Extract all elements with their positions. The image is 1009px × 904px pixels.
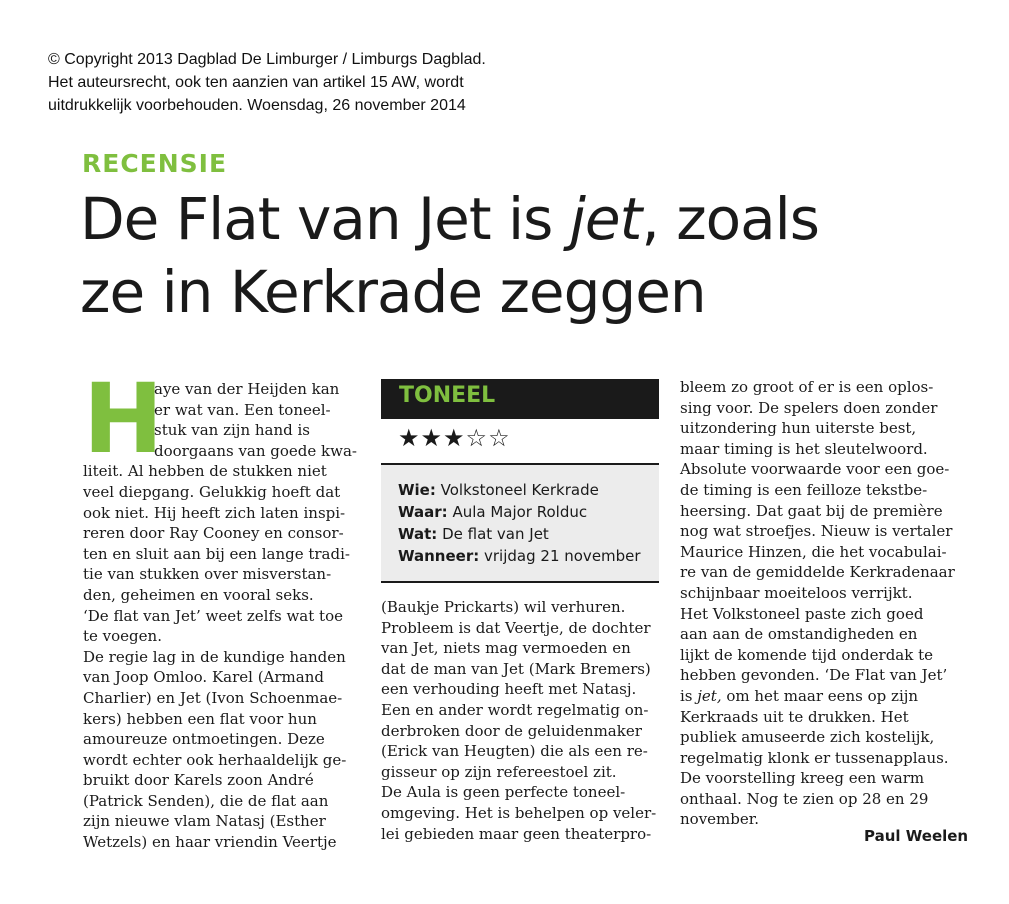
infobox-label: Wat: [398,525,438,543]
text-line: (Baukje Prickarts) wil verhuren. [381,598,626,616]
copyright-line: © Copyright 2013 Dagblad De Limburger / Limburgs Dagblad. [48,51,486,68]
text-line: heersing. Dat gaat bij de première [680,501,943,520]
text-line: Maurice Hinzen, die het vocabulai- [680,542,947,561]
headline-part: , zoals [641,185,820,253]
infobox-row [398,479,641,501]
text-line: Wetzels) en haar vriendin Veertje [83,833,337,852]
text-line: De regie lag in de kundige handen [83,647,346,666]
article-column-2 [381,597,661,844]
copyright-notice [48,48,608,117]
text-line: van Jet, niets mag vermoeden en [381,639,631,658]
headline-line-1 [80,183,980,256]
text-line: ook niet. Hij heeft zich laten inspi- [83,503,346,522]
text-line: aan aan de omstandigheden en [680,625,918,644]
infobox-rows [398,479,641,567]
text-line: gisseur op zijn refereestoel zit. [381,762,617,781]
infobox-value: Aula Major Rolduc [452,503,588,521]
text-line: schijnbaar moeiteloos verrijkt. [680,583,913,602]
copyright-line: uitdrukkelijk voorbehouden. Woensdag, 26 november 2014 [48,97,466,114]
text-line: de timing is een feilloze tekstbe- [680,480,928,499]
text-line: amoureuze ontmoetingen. Deze [83,730,325,749]
infobox-value: Volkstoneel Kerkrade [440,481,599,499]
text-line: onthaal. Nog te zien op 28 en 29 [680,789,929,808]
text-line: bleem zo groot of er is een oplos- [680,378,934,396]
infobox-row [398,545,641,567]
article-column-3 [680,377,965,830]
infobox-row [398,523,641,545]
text-line: een verhouding heeft met Natasj. [381,680,637,699]
text-line: uitzondering hun uiterste best, [680,419,917,438]
star-rating: ★★★☆☆ [398,424,511,452]
headline-part: De Flat van Jet is [80,185,570,253]
text-line: liteit. Al hebben de stukken niet [83,462,327,481]
infobox-header [381,379,659,419]
text-line: den, geheimen en vooral seks. [83,585,314,604]
text-line: (Patrick Senden), die de flat aan [83,791,329,810]
text-line: Probleem is dat Veertje, de dochter [381,618,651,637]
text-emphasis: jet, [697,686,722,705]
text-line: bruikt door Karels zoon André [83,771,314,790]
text-line: hebben gevonden. ‘De Flat van Jet’ [680,666,948,685]
text-line: regelmatig klonk er tussenapplaus. [680,748,949,767]
text-line: De Aula is geen perfecte toneel- [381,783,626,802]
text-line: wordt echter ook herhaaldelijk ge- [83,750,347,769]
text-part: is [680,686,698,705]
infobox-label: Wie: [398,481,436,499]
text-line: sing voor. De spelers doen zonder [680,398,938,417]
text-line: nog wat stroefjes. Nieuw is vertaler [680,522,953,541]
text-part: om het maar eens op zijn [721,686,919,705]
text-line: De voorstelling kreeg een warm [680,769,925,788]
infobox-category: TONEEL [399,383,496,408]
text-line: Een en ander wordt regelmatig on- [381,700,649,719]
text-line: reren door Ray Cooney en consor- [83,524,344,543]
headline-line-2: ze in Kerkrade zeggen [80,258,706,326]
infobox-label: Wanneer: [398,547,480,565]
text-line: publiek amuseerde zich kostelijk, [680,728,935,747]
text-line: dat de man van Jet (Mark Bremers) [381,659,651,678]
text-line: derbroken door de geluidenmaker [381,721,642,740]
text-line: er wat van. Een toneel- [154,400,331,419]
text-line: lei gebieden maar geen theaterpro- [381,824,652,843]
infobox-label: Waar: [398,503,448,521]
text-line: Charlier) en Jet (Ivon Schoenmae- [83,688,343,707]
text-line: stuk van zijn hand is [154,421,310,440]
text-line: kers) hebben een flat voor hun [83,709,317,728]
text-line: (Erick van Heugten) die als een re- [381,742,648,761]
text-line: te voegen. [83,627,162,646]
text-line: ‘De flat van Jet’ weet zelfs wat toe [83,606,343,625]
headline [80,183,980,329]
headline-emphasis: jet [569,185,642,253]
text-line: veel diepgang. Gelukkig hoeft dat [83,482,341,501]
text-line: lijkt de komende tijd onderdak te [680,645,934,664]
infobox-row [398,501,641,523]
text-line: Absolute voorwaarde voor een goe- [680,460,950,479]
article-column-1 [83,363,363,853]
text-line: aye van der Heijden kan [154,380,340,398]
infobox-divider-bottom [381,581,659,583]
text-line: tie van stukken over misverstan- [83,565,332,584]
text-line: ten en sluit aan bij een lange tradi- [83,544,350,563]
text-line: zijn nieuwe vlam Natasj (Esther [83,812,326,831]
text-line: doorgaans van goede kwa- [154,441,357,460]
text-line [680,686,965,707]
text-line: Het Volkstoneel paste zich goed [680,604,924,623]
section-kicker: RECENSIE [82,149,228,178]
text-line: maar timing is het sleutelwoord. [680,439,928,458]
text-line: omgeving. Het is behelpen op veler- [381,803,657,822]
author-byline: Paul Weelen [864,827,969,845]
infobox-value: De flat van Jet [442,525,549,543]
infobox-value: vrijdag 21 november [484,547,641,565]
text-line: van Joop Omloo. Karel (Armand [83,668,324,687]
copyright-line: Het auteursrecht, ook ten aanzien van artikel 15 AW, wordt [48,74,464,91]
text-line: Kerkraads uit te drukken. Het [680,707,909,726]
text-line: november. [680,810,760,829]
text-line: re van de gemiddelde Kerkradenaar [680,563,955,582]
drop-cap: H [83,363,164,475]
